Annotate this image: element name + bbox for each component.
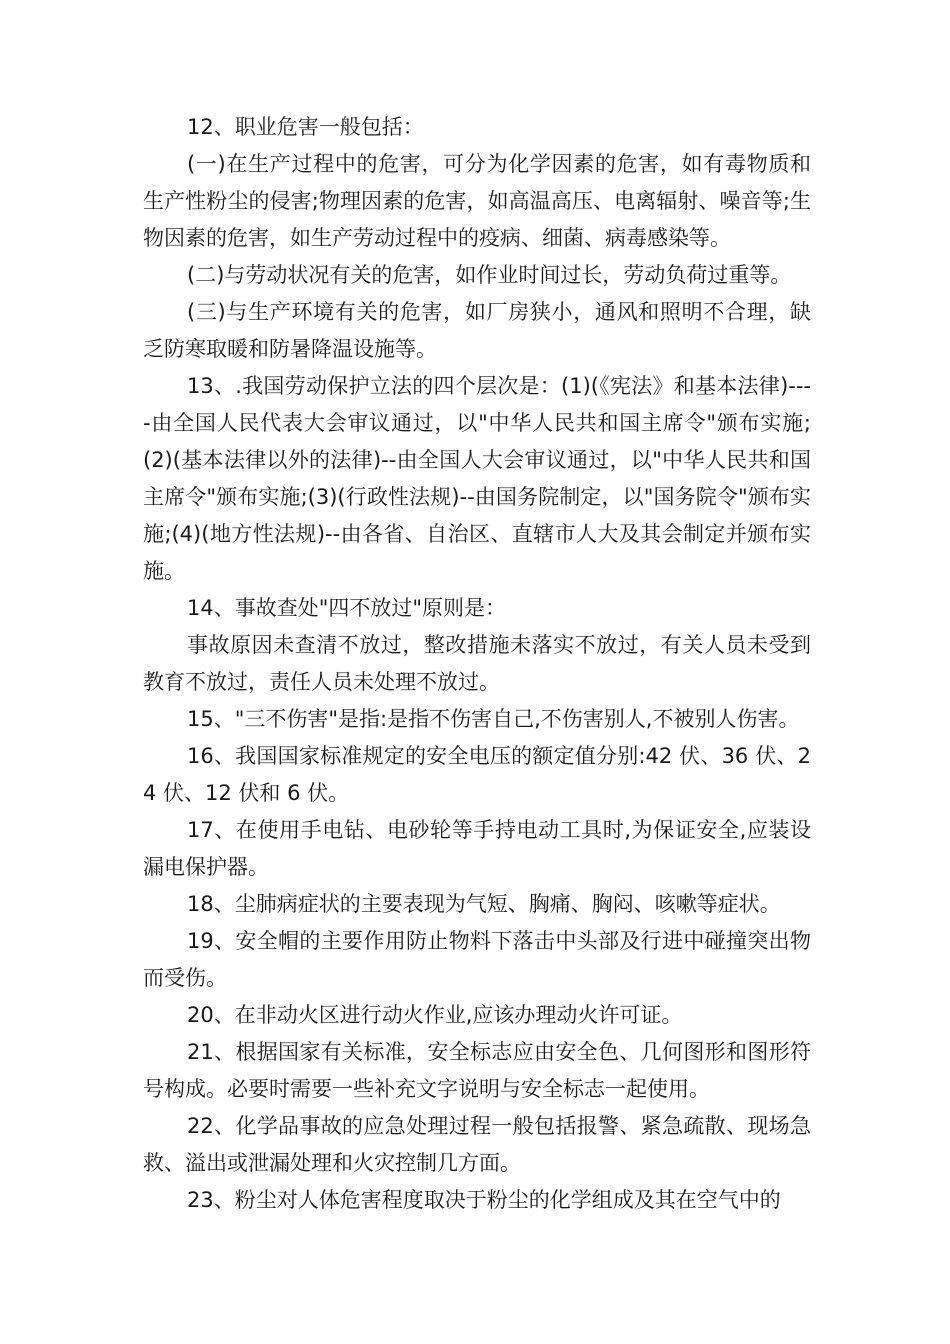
paragraph-item-21: 21、根据国家有关标准，安全标志应由安全色、几何图形和图形符号构成。必要时需要一些补充文字说明与安全标志一起使用。 bbox=[143, 1040, 811, 1101]
paragraph-item-18: 18、尘肺病症状的主要表现为气短、胸痛、胸闷、咳嗽等症状。 bbox=[187, 892, 781, 916]
paragraph-hazard-production: (一)在生产过程中的危害，可分为化学因素的危害，如有毒物质和生产性粉尘的侵害;物理因素的危害，如高温高压、电离辐射、噪音等;生物因素的危害，如生产劳动过程中的疫病、细菌、病毒感染等。 bbox=[143, 152, 811, 250]
document-body bbox=[143, 109, 811, 1219]
paragraph-hazard-environment: (三)与生产环境有关的危害，如厂房狭小，通风和照明不合理，缺乏防寒取暖和防暑降温设施等。 bbox=[143, 300, 811, 361]
paragraph-item-20: 20、在非动火区进行动火作业,应该办理动火许可证。 bbox=[187, 1003, 683, 1027]
paragraph-hazard-labor: (二)与劳动状况有关的危害，如作业时间过长，劳动负荷过重等。 bbox=[187, 263, 792, 287]
paragraph-item-17: 17、在使用手电钻、电砂轮等手持电动工具时,为保证安全,应装设漏电保护器。 bbox=[143, 818, 811, 879]
paragraph-item-19: 19、安全帽的主要作用防止物料下落击中头部及行进中碰撞突出物而受伤。 bbox=[143, 929, 811, 990]
paragraph-item-12: 12、职业危害一般包括： bbox=[187, 115, 424, 139]
paragraph-four-not-release: 事故原因未查清不放过，整改措施未落实不放过，有关人员未受到教育不放过，责任人员未处理不放过。 bbox=[143, 633, 811, 694]
paragraph-item-22: 22、化学品事故的应急处理过程一般包括报警、紧急疏散、现场急救、溢出或泄漏处理和火灾控制几方面。 bbox=[143, 1114, 811, 1175]
paragraph-item-15: 15、"三不伤害"是指:是指不伤害自己,不伤害别人,不被别人伤害。 bbox=[187, 707, 800, 731]
paragraph-item-16: 16、我国国家标准规定的安全电压的额定值分别:42 伏、36 伏、24 伏、12 伏和 6 伏。 bbox=[143, 744, 811, 805]
paragraph-item-23: 23、粉尘对人体危害程度取决于粉尘的化学组成及其在空气中的 bbox=[187, 1188, 781, 1212]
paragraph-item-13: 13、.我国劳动保护立法的四个层次是：(1)(《宪法》和基本法律)----由全国人民代表大会审议通过，以"中华人民共和国主席令"颁布实施;(2)(基本法律以外的法律)--由全国人大会审议通过，以"中华人民共和国主席令"颁布实施;(3)(行政性法规)--由国务院制定，以"国务院令"颁布实施;(4)(地方性法规)--由各省、自治区、直辖市人大及其会制定并颁布实施。 bbox=[143, 374, 811, 583]
paragraph-item-14: 14、事故查处"四不放过"原则是： bbox=[187, 596, 507, 620]
